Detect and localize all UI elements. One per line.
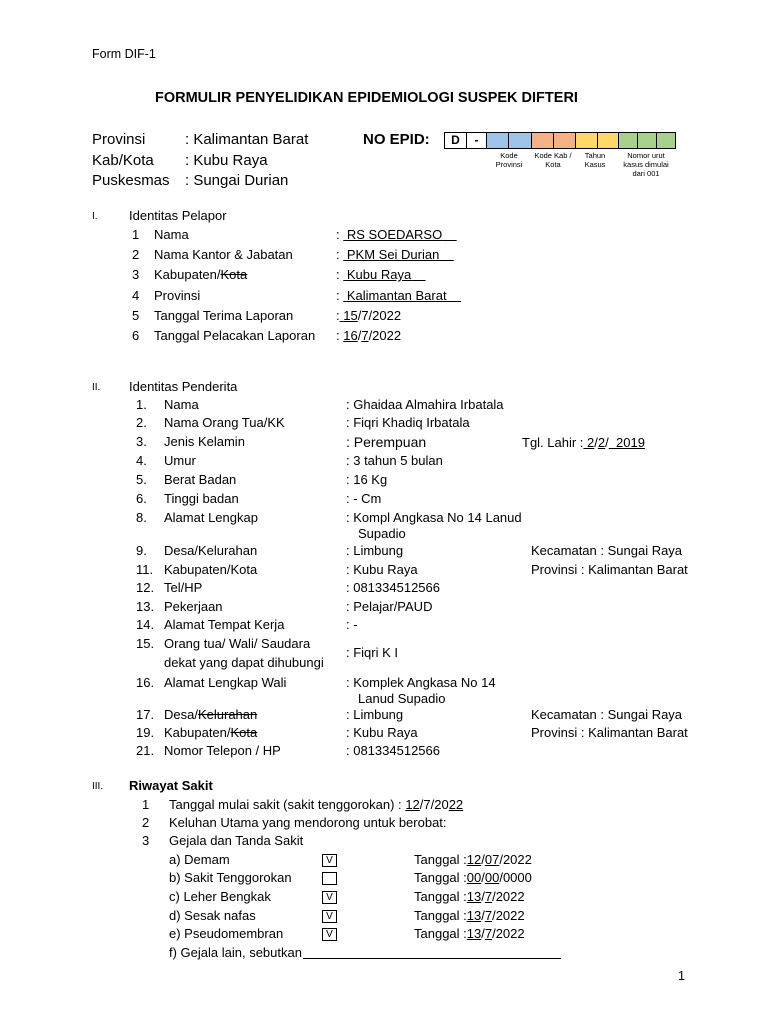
- penderita-row-value: : -: [346, 617, 358, 632]
- penderita-row-no: 3.: [136, 434, 147, 449]
- kecamatan-penderita: Kecamatan : Sungai Raya: [531, 543, 683, 558]
- code-provinsi-caption: Kode Provinsi: [495, 151, 523, 169]
- penderita-row-no: 12.: [136, 580, 155, 595]
- pelapor-row-label: Kabupaten/Kota: [154, 267, 248, 282]
- penderita-row-label: Alamat Lengkap: [164, 510, 258, 525]
- penderita-row-label: Kabupaten/Kota: [164, 725, 258, 740]
- penderita-row-label: Umur: [164, 453, 196, 468]
- penderita-row-value: : Pelajar/PAUD: [346, 599, 433, 614]
- penderita-row-no: 2.: [136, 415, 147, 430]
- item2-label: Keluhan Utama yang mendorong untuk berobat:: [169, 815, 447, 830]
- penderita-row-no: 17.: [136, 707, 155, 722]
- pelapor-row-no: 1: [132, 227, 140, 242]
- penderita-row-no: 19.: [136, 725, 155, 740]
- penderita-row-value: : Fiqri Khadiq Irbatala: [346, 415, 470, 430]
- symptom-checkbox[interactable]: [322, 872, 337, 885]
- symptom-date: Tanggal :13/7/2022: [414, 889, 525, 904]
- penderita-row-no: 14.: [136, 617, 155, 632]
- symptom-date: Tanggal :13/7/2022: [414, 908, 525, 923]
- pelapor-row-value: : Kalimantan Barat: [336, 288, 447, 303]
- penderita-row-value: : 081334512566: [346, 743, 440, 758]
- pelapor-row-value: : 16/7/2022: [336, 328, 402, 343]
- penderita-row-value: : Kubu Raya: [346, 725, 418, 740]
- penderita-row-no: 11.: [136, 562, 154, 577]
- symptom-label: b) Sakit Tenggorokan: [169, 870, 292, 885]
- other-symptoms-label: f) Gejala lain, sebutkan: [169, 945, 302, 960]
- symptom-checkbox[interactable]: V: [322, 854, 337, 867]
- form-title: FORMULIR PENYELIDIKAN EPIDEMIOLOGI SUSPEK DIFTERI: [155, 90, 578, 106]
- other-symptoms-line[interactable]: [303, 958, 561, 959]
- penderita-row-no: 16.: [136, 675, 155, 690]
- epid-nomor-box-2: [637, 132, 657, 149]
- epid-tahun-box-1: [575, 132, 598, 149]
- tgl-lahir: Tgl. Lahir : 2/2/ 2019: [522, 435, 645, 450]
- penderita-row-label: Nama Orang Tua/KK: [164, 415, 285, 430]
- penderita-row-value: : Ghaidaa Almahira Irbatala: [346, 397, 504, 412]
- pelapor-row-value: : PKM Sei Durian: [336, 247, 440, 262]
- epid-nomor-box-3: [656, 132, 676, 149]
- symptom-label: e) Pseudomembran: [169, 926, 284, 941]
- section2-heading: Identitas Penderita: [129, 379, 238, 394]
- penderita-row-label: Jenis Kelamin: [164, 434, 245, 449]
- no-epid-label: NO EPID:: [363, 131, 430, 148]
- penderita-row-value: : - Cm: [346, 491, 382, 506]
- section1-heading: Identitas Pelapor: [129, 208, 227, 223]
- pelapor-row-label: Provinsi: [154, 288, 201, 303]
- epid-prefix-box: D: [444, 132, 467, 149]
- form-code: Form DIF-1: [92, 47, 156, 61]
- pelapor-row-value: : 15/7/2022: [336, 308, 402, 323]
- penderita-row-no: 1.: [136, 397, 147, 412]
- item3-no: 3: [142, 833, 150, 848]
- penderita-row-value: : 081334512566: [346, 580, 440, 595]
- penderita-row-value-2: Lanud Supadio: [358, 691, 446, 706]
- penderita-row-no: 5.: [136, 472, 147, 487]
- section3-numeral: III.: [92, 781, 104, 792]
- section1-numeral: I.: [92, 211, 98, 222]
- pelapor-row-value: : RS SOEDARSO: [336, 227, 443, 242]
- pelapor-row-value: : Kubu Raya: [336, 267, 412, 282]
- epid-tahun-box-2: [597, 132, 619, 149]
- symptom-date: Tanggal :12/07/2022: [414, 852, 532, 867]
- pelapor-row-label: Tanggal Terima Laporan: [154, 308, 294, 323]
- provinsi-penderita: Provinsi : Kalimantan Barat: [531, 562, 688, 577]
- pelapor-row-no: 2: [132, 247, 140, 262]
- pelapor-row-label: Nama Kantor & Jabatan: [154, 247, 293, 262]
- penderita-row-label: Orang tua/ Wali/ Saudara: [164, 636, 311, 651]
- penderita-row-value: : 16 Kg: [346, 472, 388, 487]
- pelapor-row-label: Tanggal Pelacakan Laporan: [154, 328, 316, 343]
- penderita-row-label: Tel/HP: [164, 580, 203, 595]
- penderita-row-label: Alamat Tempat Kerja: [164, 617, 285, 632]
- penderita-row-value-2: Supadio: [358, 526, 406, 541]
- penderita-row-value: : Kompl Angkasa No 14 Lanud: [346, 510, 522, 525]
- provinsi-value: : Kalimantan Barat: [185, 131, 309, 148]
- provinsi-label: Provinsi: [92, 131, 146, 148]
- penderita-row-no: 13.: [136, 599, 155, 614]
- code-nomor-caption: Nomor urut kasus dimulai dari 001: [623, 151, 669, 178]
- penderita-row-label: Nama: [164, 397, 199, 412]
- puskesmas-value: : Sungai Durian: [185, 172, 289, 189]
- provinsi-wali: Provinsi : Kalimantan Barat: [531, 725, 688, 740]
- pelapor-row-no: 6: [132, 328, 140, 343]
- code-kabkota-caption: Kode Kab / Kota: [534, 151, 572, 169]
- pelapor-row-no: 4: [132, 288, 140, 303]
- pelapor-row-no: 3: [132, 267, 140, 282]
- kabkota-value: : Kubu Raya: [185, 152, 268, 169]
- penderita-row-label: Desa/Kelurahan: [164, 707, 258, 722]
- penderita-row-value: : Fiqri K I: [346, 645, 399, 660]
- symptom-label: c) Leher Bengkak: [169, 889, 271, 904]
- epid-provinsi-box-1: [486, 132, 509, 149]
- kabkota-label: Kab/Kota: [92, 152, 154, 169]
- page-number: 1: [678, 969, 685, 983]
- epid-kabkota-box-1: [531, 132, 554, 149]
- penderita-row-no: 21.: [136, 743, 155, 758]
- epid-nomor-box-1: [618, 132, 638, 149]
- penderita-row-label: Tinggi badan: [164, 491, 239, 506]
- item1-onset: Tanggal mulai sakit (sakit tenggorokan) : 12/7/2022: [169, 797, 464, 812]
- kecamatan-wali: Kecamatan : Sungai Raya: [531, 707, 683, 722]
- penderita-row-value: : Komplek Angkasa No 14: [346, 675, 496, 690]
- epid-dash-box: -: [466, 132, 487, 149]
- penderita-row-no: 6.: [136, 491, 147, 506]
- pelapor-row-no: 5: [132, 308, 140, 323]
- item2-no: 2: [142, 815, 150, 830]
- item3-label: Gejala dan Tanda Sakit: [169, 833, 304, 848]
- penderita-row-no: 15.: [136, 636, 155, 651]
- item1-no: 1: [142, 797, 150, 812]
- penderita-row-label-2: dekat yang dapat dihubungi: [164, 655, 324, 670]
- symptom-date: Tanggal :00/00/0000: [414, 870, 532, 885]
- symptom-checkbox[interactable]: V: [322, 910, 337, 923]
- penderita-row-value: : Perempuan: [346, 434, 427, 450]
- symptom-label: d) Sesak nafas: [169, 908, 256, 923]
- symptom-checkbox[interactable]: V: [322, 891, 337, 904]
- penderita-row-no: 8.: [136, 510, 147, 525]
- penderita-row-no: 9.: [136, 543, 147, 558]
- code-tahun-caption: Tahun Kasus: [584, 151, 606, 169]
- penderita-row-value: : Limbung: [346, 707, 404, 722]
- penderita-row-label: Pekerjaan: [164, 599, 223, 614]
- symptom-date: Tanggal :13/7/2022: [414, 926, 525, 941]
- penderita-row-label: Berat Badan: [164, 472, 237, 487]
- penderita-row-value: : Kubu Raya: [346, 562, 418, 577]
- puskesmas-label: Puskesmas: [92, 172, 170, 189]
- symptom-label: a) Demam: [169, 852, 230, 867]
- section2-numeral: II.: [92, 382, 101, 393]
- penderita-row-label: Alamat Lengkap Wali: [164, 675, 287, 690]
- penderita-row-value: : 3 tahun 5 bulan: [346, 453, 443, 468]
- penderita-row-label: Desa/Kelurahan: [164, 543, 258, 558]
- penderita-row-label: Nomor Telepon / HP: [164, 743, 281, 758]
- section3-heading: Riwayat Sakit: [129, 778, 213, 793]
- epid-provinsi-box-2: [508, 132, 532, 149]
- pelapor-row-label: Nama: [154, 227, 189, 242]
- penderita-row-label: Kabupaten/Kota: [164, 562, 258, 577]
- symptom-checkbox[interactable]: V: [322, 928, 337, 941]
- penderita-row-no: 4.: [136, 453, 147, 468]
- epid-kabkota-box-2: [553, 132, 576, 149]
- penderita-row-value: : Limbung: [346, 543, 404, 558]
